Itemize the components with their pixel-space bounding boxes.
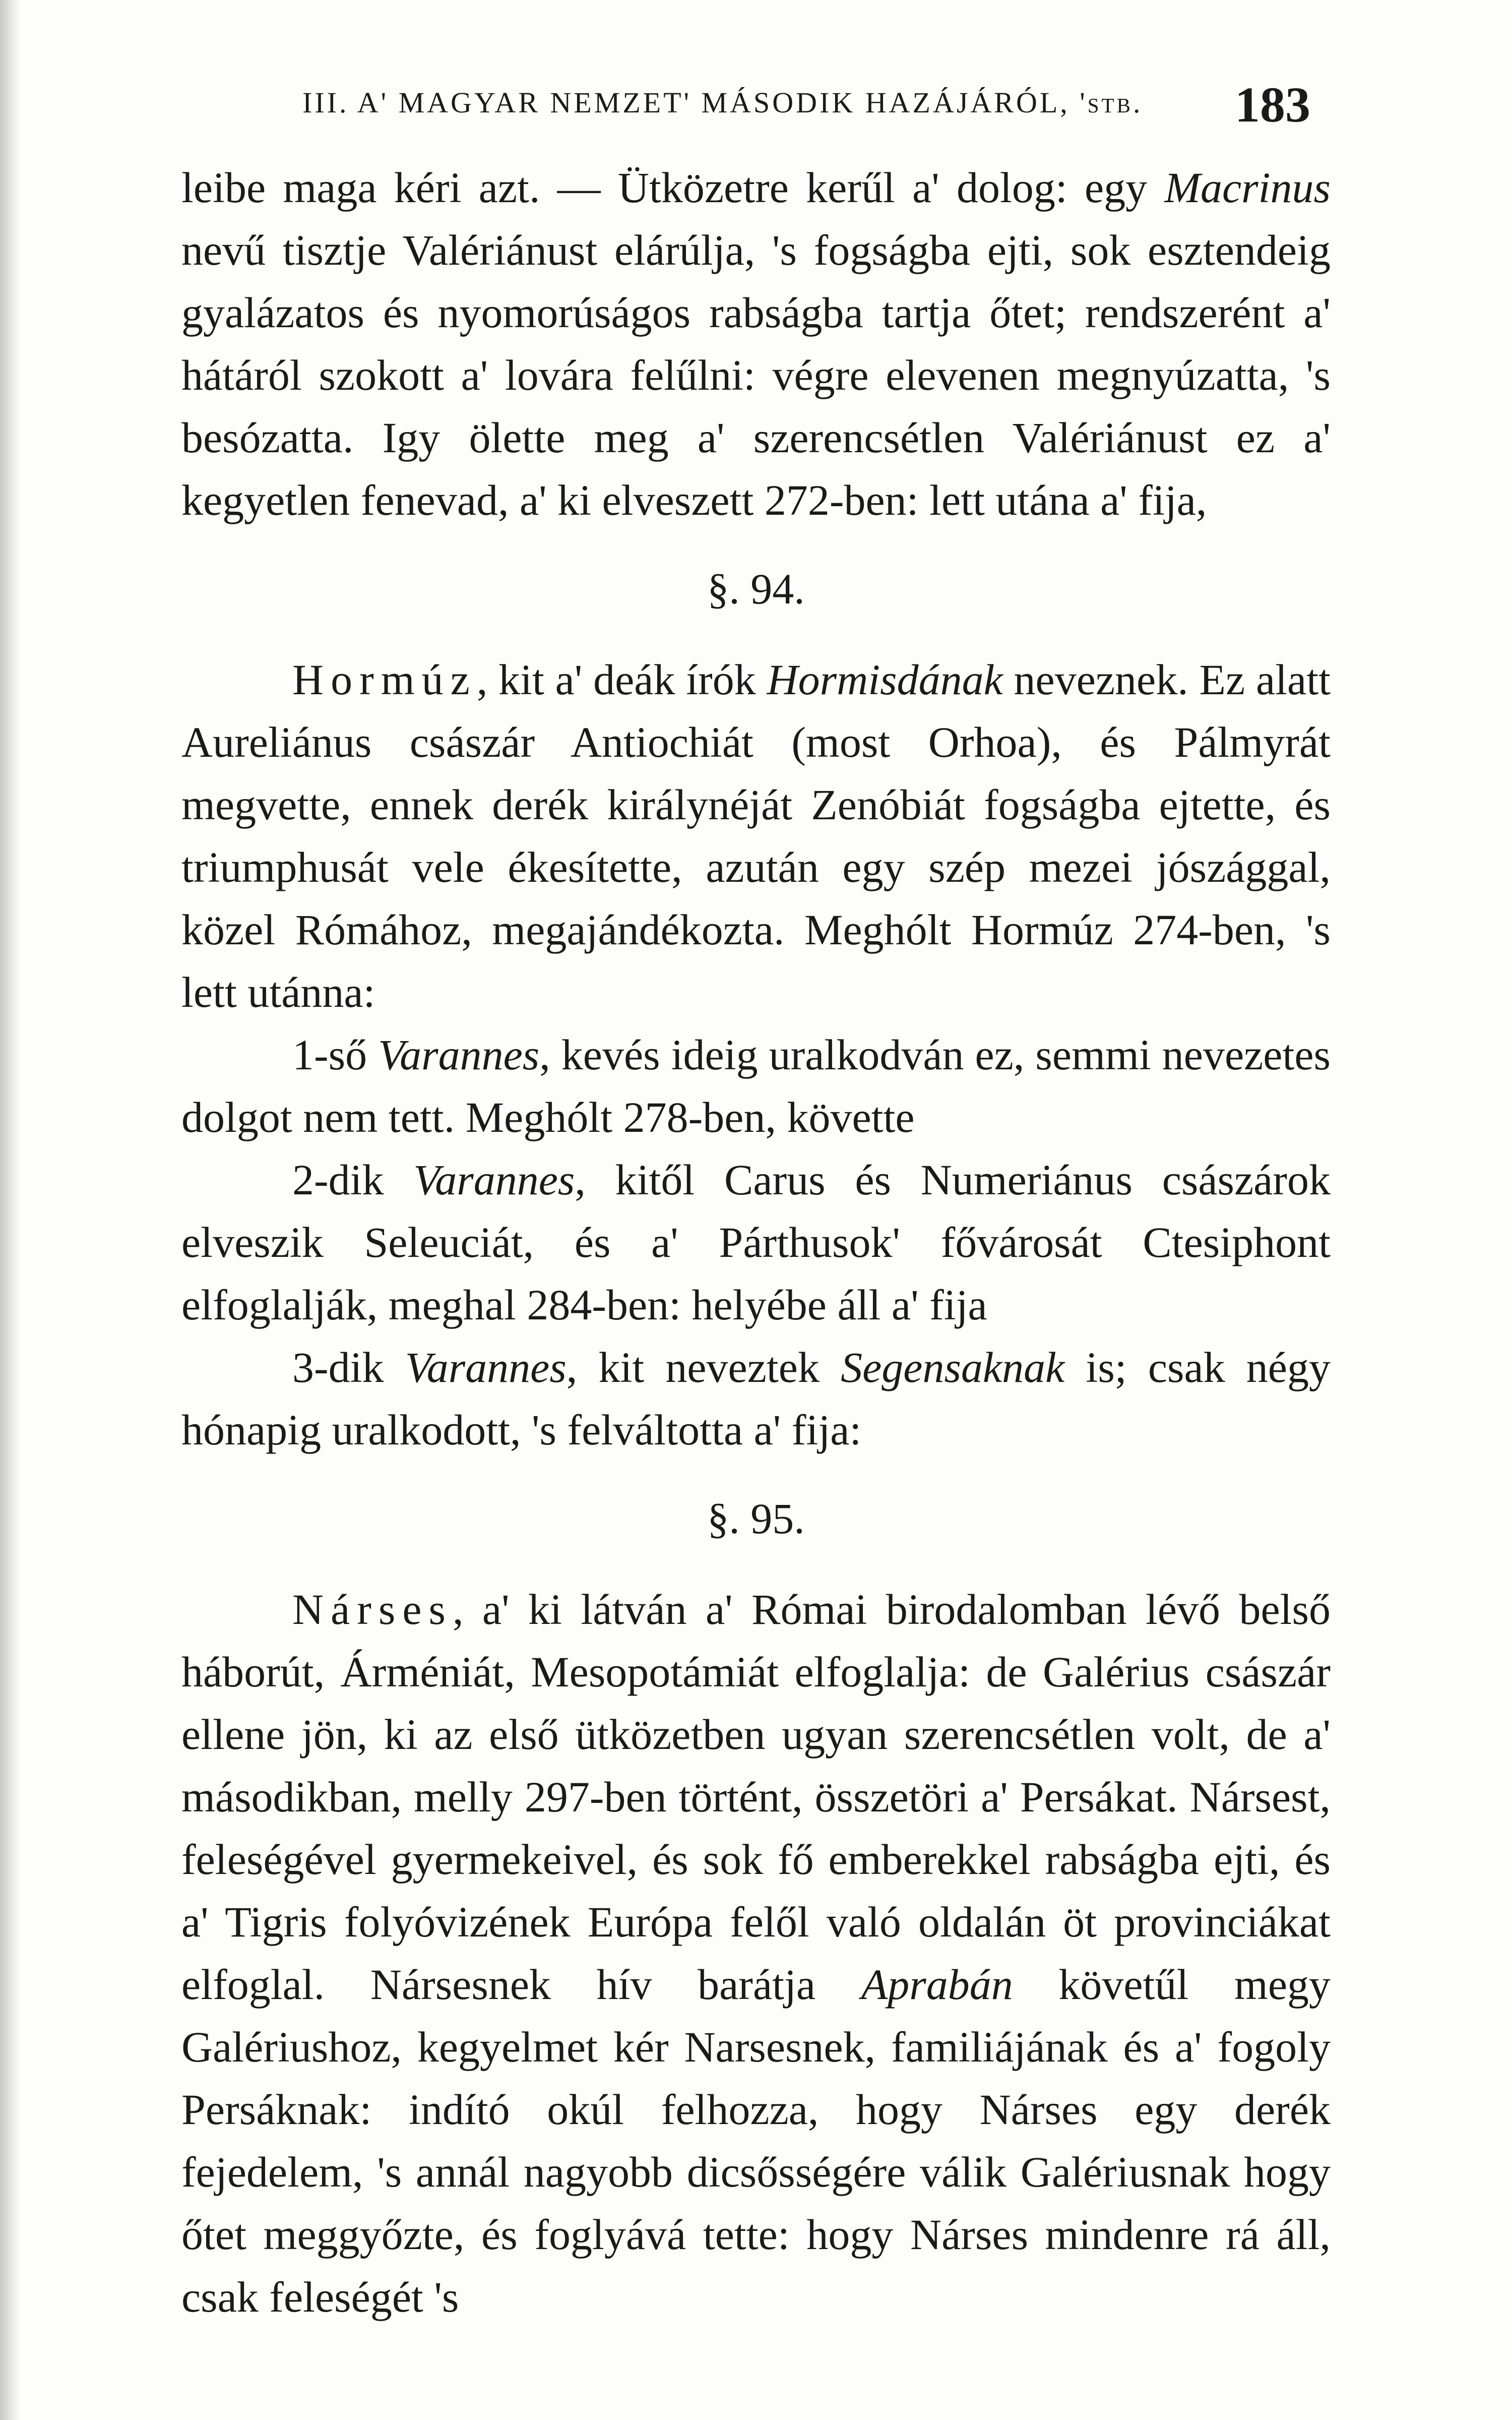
- name-varannes-2: Varannes: [413, 1156, 575, 1204]
- paragraph-varannes-3: 3-dik Varannes, kit neveztek Segensaknak is; csak négy hónapig uralkodott, 's felváltotta a' fija:: [181, 1343, 1331, 1454]
- paragraph-hormuz: Hormúz, kit a' deák írók Hormisdának neveznek. Ez alatt Aureliánus császár Antiochiát (most Orhoa), és Pálmyrát megvette, ennek derék királynéját Zenóbiát fogságba ejtette, és triumphusát vele ékesítette, azután egy szép mezei jószággal, közel Rómához, megajándékozta. Meghólt Hormúz 274-ben, 's lett utánna:: [181, 655, 1331, 1016]
- name-varannes-3: Varannes: [405, 1343, 566, 1392]
- name-segensak: Segensaknak: [841, 1343, 1065, 1392]
- paragraph-valerian: leibe maga kéri azt. — Ütközetre kerűl a' dolog: egy Macrinus nevű tisztje Valériánust elárúlja, 's fogságba ejti, sok esztendeig gyalázatos és nyomorúságos rabságba tartja őtet; rendszerént a' hátáról szokott a' lovára felűlni: végre elevenen megnyúzatta, 's besózatta. Igy ölette meg a' szerencsétlen Valériánust ez a' kegyetlen fenevad, a' ki elveszett 272-ben: lett utána a' fija,: [181, 163, 1331, 524]
- section-heading-95: §. 95.: [707, 1494, 805, 1543]
- name-apraban: Aprabán: [861, 1960, 1013, 2009]
- name-varannes-1: Varannes: [378, 1031, 540, 1079]
- page-number: 183: [1235, 77, 1310, 133]
- name-narses: Nárses: [292, 1585, 453, 1634]
- paragraph-narses: Nárses, a' ki látván a' Római birodalomban lévő belső háborút, Árméniát, Mesopotámiát elfoglalja: de Galérius császár ellene jön, ki az első ütközetben ugyan szerencsétlen volt, de a' másodikban, melly 297-ben történt, összetöri a' Persákat. Nársest, feleségével gyermekeivel, és sok fő emberekkel rabságba ejti, és a' Tigris folyóvizének Európa felől való oldalán öt provinciákat elfoglal. Nársesnek hív barátja Aprabán követűl megy Galériushoz, kegyelmet kér Narsesnek, familiájának és a' fogoly Persáknak: indító okúl felhozza, hogy Nárses egy derék fejedelem, 's annál nagyobb dicsősségére válik Galériusnak hogy őtet meggyőzte, és foglyává tette: hogy Nárses mindenre rá áll, csak feleségét 's: [181, 1585, 1331, 2321]
- paragraph-varannes-2: 2-dik Varannes, kitől Carus és Numeriánus császárok elveszik Seleuciát, és a' Párthusok' fővárosát Ctesiphont elfoglalják, meghal 284-ben: helyébe áll a' fija: [181, 1156, 1331, 1329]
- name-macrinus: Macrinus: [1164, 163, 1331, 212]
- page-body: [181, 156, 1331, 2328]
- name-hormuz: Hormúz: [292, 655, 477, 704]
- page-header: [302, 76, 1310, 131]
- page-gutter-shadow: [0, 0, 20, 2420]
- name-hormisda: Hormisdának: [767, 655, 1003, 704]
- running-head: III. A' MAGYAR NEMZET' MÁSODIK HAZÁJÁRÓL, 'stb.: [302, 86, 1143, 119]
- section-heading-94: §. 94.: [707, 565, 805, 613]
- paragraph-varannes-1: 1-ső Varannes, kevés ideig uralkodván ez, semmi nevezetes dolgot nem tett. Meghólt 278-ben, követte: [181, 1031, 1331, 1141]
